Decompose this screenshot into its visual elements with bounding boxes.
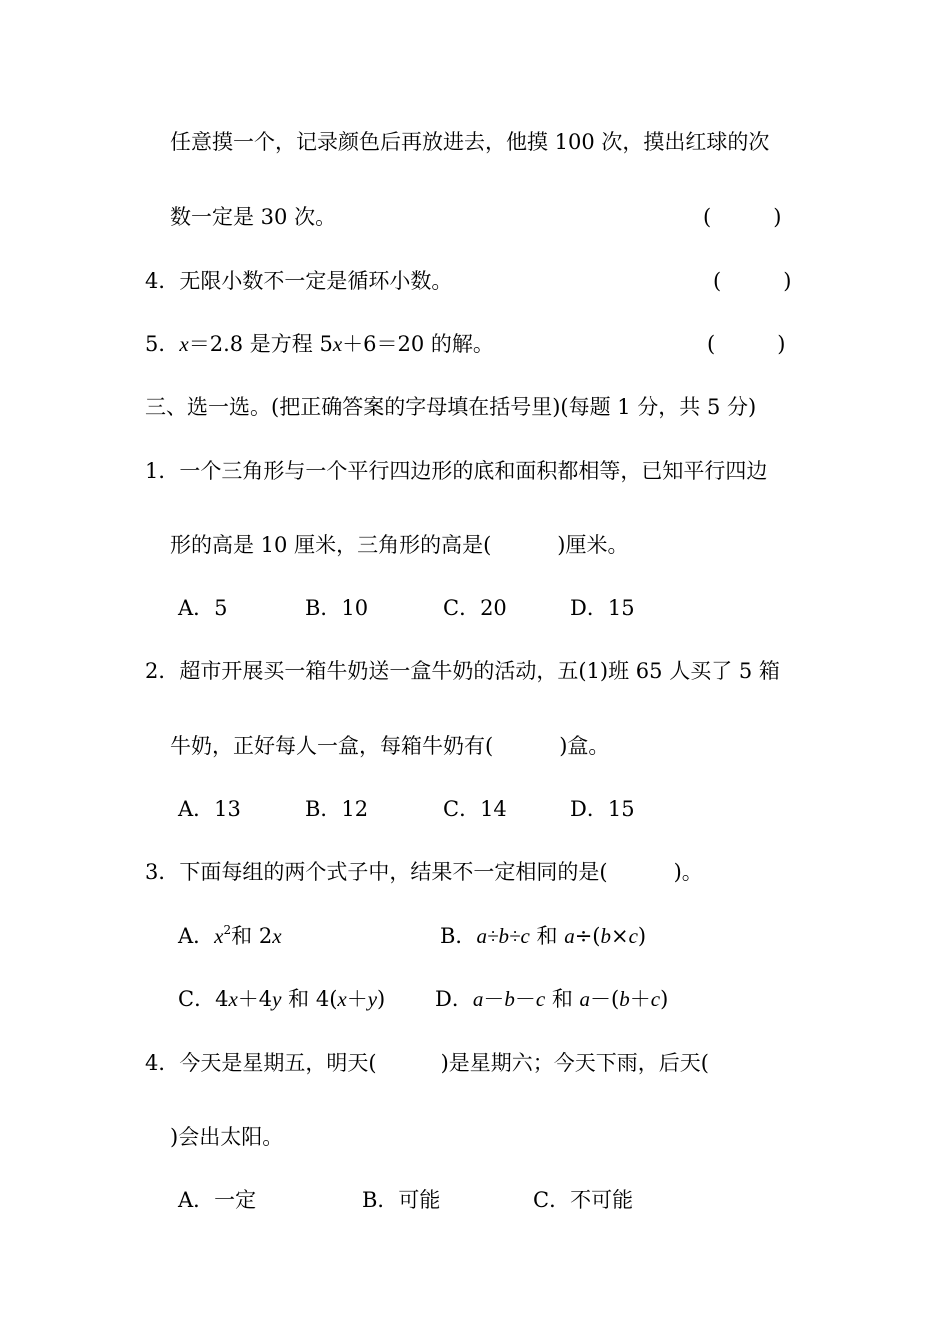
choice-q4-line2: )会出太阳。 bbox=[170, 1125, 284, 1149]
choice-q1-option-c: C．20 bbox=[443, 596, 507, 620]
choice-q1-line1: 1．一个三角形与一个平行四边形的底和面积都相等，已知平行四边 bbox=[145, 459, 768, 483]
judge-q4-answer-paren: ( ) bbox=[713, 269, 792, 293]
choice-q4-option-a: A．一定 bbox=[178, 1188, 257, 1212]
judge-q5: 5．x＝2.8 是方程 5x＋6＝20 的解。 bbox=[145, 332, 494, 356]
choice-q3-option-a: A．$x^2$和 2x bbox=[178, 923, 282, 948]
choice-section-heading: 三、选一选。(把正确答案的字母填在括号里)(每题 1 分，共 5 分) bbox=[145, 395, 757, 419]
choice-q2-option-d: D．15 bbox=[570, 797, 635, 821]
choice-q4-line1: 4．今天是星期五，明天( )是星期六；今天下雨，后天( bbox=[145, 1051, 709, 1075]
choice-q2-option-b: B．12 bbox=[305, 797, 369, 821]
judge-q4: 4．无限小数不一定是循环小数。 bbox=[145, 269, 453, 293]
choice-q2-line2: 牛奶，正好每人一盒，每箱牛奶有( )盒。 bbox=[170, 734, 610, 758]
choice-q1-option-d: D．15 bbox=[570, 596, 635, 620]
choice-q3-line1: 3．下面每组的两个式子中，结果不一定相同的是( )。 bbox=[145, 860, 703, 884]
choice-q4-option-b: B．可能 bbox=[362, 1188, 441, 1212]
choice-q3-option-b: B．a÷b÷c 和 a÷(b×c) bbox=[440, 924, 647, 948]
judge-q3-line2: 数一定是 30 次。 bbox=[170, 205, 337, 229]
choice-q2-option-c: C．14 bbox=[443, 797, 507, 821]
choice-q1-option-b: B．10 bbox=[305, 596, 369, 620]
choice-q3-option-c: C．4x＋4y 和 4(x＋y) bbox=[178, 987, 386, 1011]
choice-q3-option-d: D．a－b－c 和 a－(b＋c) bbox=[435, 987, 669, 1011]
choice-q1-option-a: A．5 bbox=[178, 596, 228, 620]
choice-q2-option-a: A．13 bbox=[178, 797, 241, 821]
judge-q5-answer-paren: ( ) bbox=[707, 332, 786, 356]
choice-q4-option-c: C．不可能 bbox=[533, 1188, 634, 1212]
judge-q3-line1: 任意摸一个，记录颜色后再放进去，他摸 100 次，摸出红球的次 bbox=[170, 130, 770, 154]
judge-q3-answer-paren: ( ) bbox=[703, 205, 782, 229]
choice-q1-line2: 形的高是 10 厘米，三角形的高是( )厘米。 bbox=[170, 533, 629, 557]
choice-q2-line1: 2．超市开展买一箱牛奶送一盒牛奶的活动，五(1)班 65 人买了 5 箱 bbox=[145, 659, 780, 683]
